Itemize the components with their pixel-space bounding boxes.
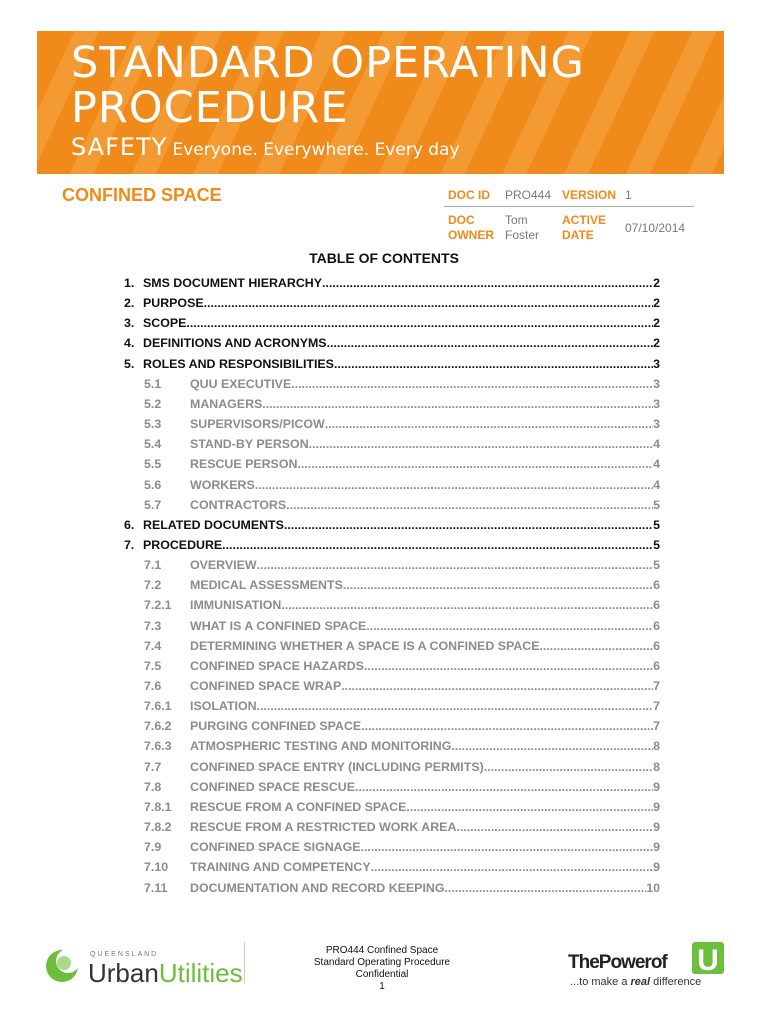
toc-leader-dots bbox=[297, 457, 653, 471]
toc-leader-dots bbox=[327, 336, 654, 350]
toc-entry-page: 2 bbox=[653, 316, 660, 331]
toc-entry-number: 5.3 bbox=[144, 417, 162, 431]
toc-entry-page: 7 bbox=[653, 719, 660, 734]
toc-entry-label: CONFINED SPACE ENTRY (INCLUDING PERMITS) bbox=[190, 759, 484, 774]
toc-entry[interactable] bbox=[124, 780, 660, 798]
toc-entry-page: 8 bbox=[653, 739, 660, 754]
toc-entry-label: DOCUMENTATION AND RECORD KEEPING bbox=[190, 880, 445, 895]
toc-entry-label: CONTRACTORS bbox=[190, 497, 287, 512]
toc-entry[interactable] bbox=[124, 296, 660, 314]
toc-entry-label: SMS DOCUMENT HIERARCHY bbox=[143, 276, 322, 290]
banner-title-line2: PROCEDURE bbox=[71, 83, 349, 133]
toc-entry-label: IMMUNISATION bbox=[190, 598, 282, 613]
toc-entry-page: 3 bbox=[653, 417, 660, 431]
toc-leader-dots bbox=[255, 478, 653, 492]
toc-entry-label: SCOPE bbox=[143, 316, 187, 331]
active-date-value: 07/10/2014 bbox=[625, 221, 686, 235]
toc-entry-number: 5.1 bbox=[144, 376, 162, 391]
toc-entry[interactable] bbox=[124, 840, 660, 858]
toc-entry-number: 5.4 bbox=[144, 437, 162, 452]
tagline-pre: ...to make a bbox=[570, 976, 631, 988]
toc-leader-dots bbox=[204, 296, 654, 310]
toc-entry[interactable] bbox=[124, 578, 660, 596]
toc-leader-dots bbox=[364, 659, 653, 673]
toc-entry-label: PURGING CONFINED SPACE bbox=[190, 719, 362, 734]
toc-entry-number: 1. bbox=[124, 276, 135, 290]
toc-entry-page: 5 bbox=[653, 497, 660, 512]
toc-entry-number: 7.3 bbox=[144, 618, 162, 633]
toc-entry-page: 3 bbox=[653, 376, 660, 391]
toc-leader-dots bbox=[291, 377, 653, 391]
toc-entry-number: 5.2 bbox=[144, 396, 162, 411]
active-date-label-1: ACTIVE bbox=[562, 213, 607, 227]
toc-entry-page: 3 bbox=[653, 396, 660, 411]
toc-entry-page: 4 bbox=[653, 477, 660, 492]
toc-entry-number: 4. bbox=[124, 336, 135, 351]
toc-entry-number: 7.11 bbox=[144, 880, 168, 895]
toc-leader-dots bbox=[361, 719, 653, 733]
toc-entry[interactable] bbox=[124, 760, 660, 778]
doc-owner-label-2: OWNER bbox=[448, 228, 494, 242]
toc-entry-number: 7.8.1 bbox=[144, 799, 172, 814]
toc-entry-number: 7.8.2 bbox=[144, 820, 172, 834]
toc-leader-dots bbox=[325, 417, 653, 431]
toc-entry-number: 7.4 bbox=[144, 638, 162, 653]
toc-entry[interactable] bbox=[124, 800, 660, 818]
toc-entry-page: 9 bbox=[653, 799, 660, 814]
doc-id-label: DOC ID bbox=[448, 188, 490, 202]
toc-entry[interactable] bbox=[124, 437, 660, 455]
toc-leader-dots bbox=[456, 820, 653, 834]
power-slogan bbox=[568, 952, 668, 973]
doc-id-value: PRO444 bbox=[505, 188, 552, 202]
toc-leader-dots bbox=[341, 679, 653, 693]
toc-leader-dots bbox=[257, 699, 654, 713]
toc-entry[interactable] bbox=[124, 679, 660, 697]
toc-entry-number: 5.7 bbox=[144, 497, 162, 512]
toc-entry-label: CONFINED SPACE WRAP bbox=[190, 679, 342, 693]
toc-entry-label: CONFINED SPACE HAZARDS bbox=[190, 658, 364, 673]
toc-entry-page: 2 bbox=[653, 276, 660, 290]
toc-entry-label: MEDICAL ASSESSMENTS bbox=[190, 578, 343, 593]
toc-entry-number: 7.2 bbox=[144, 578, 162, 593]
toc-entry[interactable] bbox=[124, 639, 660, 657]
toc-entry-page: 6 bbox=[653, 598, 660, 613]
toc-entry[interactable] bbox=[124, 498, 660, 516]
toc-entry-number: 7.6 bbox=[144, 679, 162, 693]
toc-entry-number: 5.6 bbox=[144, 477, 162, 492]
toc-leader-dots bbox=[444, 881, 646, 895]
toc-entry-label: WHAT IS A CONFINED SPACE bbox=[190, 618, 367, 633]
toc-entry-number: 2. bbox=[124, 296, 135, 311]
toc-entry-page: 2 bbox=[653, 296, 660, 311]
toc-leader-dots bbox=[286, 498, 653, 512]
logo-small-text: QUEENSLAND bbox=[90, 951, 159, 958]
toc-entry[interactable] bbox=[124, 417, 660, 435]
footer-line-confidential: Confidential bbox=[355, 969, 409, 980]
toc-entry-label: ISOLATION bbox=[190, 699, 257, 714]
toc-entry-number: 6. bbox=[124, 517, 135, 532]
toc-entry-page: 7 bbox=[653, 699, 660, 714]
toc-entry-number: 7.6.3 bbox=[144, 739, 172, 754]
toc-entry[interactable] bbox=[124, 538, 660, 556]
toc-entry[interactable] bbox=[124, 860, 660, 878]
toc-entry-page: 7 bbox=[653, 679, 660, 693]
footer-info bbox=[282, 945, 482, 993]
doc-owner-value-2: Foster bbox=[505, 228, 540, 242]
logo-word-utilities: Utilities bbox=[158, 958, 243, 988]
toc-entry-label: WORKERS bbox=[190, 477, 255, 492]
u-letter: U bbox=[697, 944, 719, 977]
toc-entry-page: 9 bbox=[653, 779, 660, 794]
logo-word-urban: Urban bbox=[88, 958, 159, 988]
water-drop-icon bbox=[46, 949, 80, 982]
toc-entry-number: 7. bbox=[124, 537, 135, 552]
toc-leader-dots bbox=[406, 800, 653, 814]
toc-entry-label: RELATED DOCUMENTS bbox=[143, 517, 284, 532]
toc-entry-page: 10 bbox=[646, 880, 660, 895]
toc-entry[interactable] bbox=[124, 820, 660, 838]
toc-entry-number: 7.6.1 bbox=[144, 699, 172, 714]
toc-entry-label: PROCEDURE bbox=[143, 537, 223, 552]
banner-subtitle bbox=[71, 133, 460, 161]
toc-leader-dots bbox=[539, 639, 653, 653]
footer-line-title: PRO444 Confined Space bbox=[325, 945, 439, 956]
power-tagline bbox=[570, 976, 701, 988]
toc-entry[interactable] bbox=[124, 276, 660, 294]
toc-entry-page: 9 bbox=[653, 820, 660, 834]
urban-utilities-logo bbox=[42, 944, 252, 988]
toc-entry-page: 4 bbox=[653, 437, 660, 452]
toc-entry-label: CONFINED SPACE RESCUE bbox=[190, 779, 355, 794]
toc-entry-label: RESCUE FROM A RESTRICTED WORK AREA bbox=[190, 820, 457, 834]
toc-leader-dots bbox=[222, 538, 653, 552]
doc-owner-value-1: Tom bbox=[505, 213, 528, 227]
toc-entry-page: 6 bbox=[653, 658, 660, 673]
toc-entry-number: 7.7 bbox=[144, 759, 162, 774]
toc-entry-label: RESCUE FROM A CONFINED SPACE bbox=[190, 799, 407, 814]
version-value: 1 bbox=[625, 188, 632, 202]
toc-entry-label: PURPOSE bbox=[143, 296, 204, 311]
toc-leader-dots bbox=[262, 397, 653, 411]
toc-entry-number: 7.5 bbox=[144, 658, 162, 673]
tagline-emphasis: real bbox=[630, 976, 651, 988]
toc-entry[interactable] bbox=[124, 739, 660, 757]
toc-entry[interactable] bbox=[124, 478, 660, 496]
toc-leader-dots bbox=[309, 437, 653, 451]
toc-entry[interactable] bbox=[124, 619, 660, 637]
tagline-post: difference bbox=[650, 976, 702, 988]
toc-leader-dots bbox=[451, 739, 653, 753]
toc-entry[interactable] bbox=[124, 397, 660, 415]
toc-entry[interactable] bbox=[124, 598, 660, 616]
toc-entry[interactable] bbox=[124, 457, 660, 475]
toc-entry-label: ATMOSPHERIC TESTING AND MONITORING bbox=[190, 739, 452, 754]
version-label: VERSION bbox=[562, 188, 617, 202]
power-word-power: Power bbox=[598, 952, 651, 973]
toc-entry[interactable] bbox=[124, 558, 660, 576]
toc-entry-label: MANAGERS bbox=[190, 396, 263, 411]
toc-entry-page: 3 bbox=[653, 356, 660, 371]
toc-entry-label: QUU EXECUTIVE bbox=[190, 376, 292, 391]
toc-entry[interactable] bbox=[124, 377, 660, 395]
toc-leader-dots bbox=[366, 619, 653, 633]
toc-entry-number: 3. bbox=[124, 316, 135, 331]
logo-wordmark bbox=[88, 958, 243, 988]
toc-entry[interactable] bbox=[124, 719, 660, 737]
footer-divider bbox=[244, 942, 245, 984]
toc-entry-label: SUPERVISORS/PICOW bbox=[190, 417, 325, 431]
toc-entry[interactable] bbox=[124, 336, 660, 354]
toc-entry-label: OVERVIEW bbox=[190, 558, 257, 573]
toc-entry-page: 5 bbox=[653, 517, 660, 532]
toc-entry-label: TRAINING AND COMPETENCY bbox=[190, 860, 371, 875]
toc-entry-number: 7.6.2 bbox=[144, 719, 172, 734]
toc-leader-dots bbox=[343, 578, 653, 592]
toc-entry-number: 5. bbox=[124, 356, 135, 371]
toc-entry-page: 6 bbox=[653, 638, 660, 653]
toc-entry-number: 7.1 bbox=[144, 558, 162, 573]
toc-entry-page: 2 bbox=[653, 336, 660, 351]
toc-entry-page: 4 bbox=[653, 457, 660, 472]
toc-entry-page: 6 bbox=[653, 578, 660, 593]
doc-owner-label-1: DOC bbox=[448, 213, 475, 227]
toc-leader-dots bbox=[355, 780, 653, 794]
toc-entry-number: 7.10 bbox=[144, 860, 169, 875]
toc-entry-page: 5 bbox=[653, 537, 660, 552]
toc-leader-dots bbox=[361, 840, 654, 854]
toc-leader-dots bbox=[284, 518, 653, 532]
toc-entry[interactable] bbox=[124, 316, 660, 334]
meta-row-id bbox=[444, 186, 694, 207]
toc-leader-dots bbox=[322, 276, 653, 290]
toc-entry[interactable] bbox=[124, 357, 660, 375]
toc-entry[interactable] bbox=[124, 659, 660, 677]
toc-entry-page: 5 bbox=[653, 558, 660, 573]
toc-entry-page: 9 bbox=[653, 860, 660, 875]
toc-entry[interactable] bbox=[124, 518, 660, 536]
banner-subtitle-main: SAFETY bbox=[71, 133, 168, 161]
toc-leader-dots bbox=[371, 860, 654, 874]
toc-entry-label: RESCUE PERSON bbox=[190, 457, 298, 472]
header-banner bbox=[37, 31, 724, 174]
toc-leader-dots bbox=[484, 760, 653, 774]
u-letter-icon bbox=[692, 942, 724, 977]
toc-entry-label: CONFINED SPACE SIGNAGE bbox=[190, 840, 361, 855]
power-word-the: The bbox=[568, 952, 599, 973]
banner-subtitle-rest: Everyone. Everywhere. Every day bbox=[172, 140, 460, 160]
power-word-of: of bbox=[650, 952, 667, 973]
toc-entry-number: 7.9 bbox=[144, 840, 162, 855]
banner-title-line1: STANDARD OPERATING bbox=[71, 38, 585, 88]
toc-entry-label: ROLES AND RESPONSIBILITIES bbox=[143, 356, 334, 371]
toc-entry-label: DEFINITIONS AND ACRONYMS bbox=[143, 336, 327, 351]
toc-leader-dots bbox=[281, 598, 653, 612]
footer-line-type: Standard Operating Procedure bbox=[313, 957, 451, 968]
document-title: CONFINED SPACE bbox=[62, 185, 222, 205]
toc-entry-label: DETERMINING WHETHER A SPACE IS A CONFINED SPACE bbox=[190, 638, 540, 653]
toc-entry-label: STAND-BY PERSON bbox=[190, 437, 309, 452]
toc-leader-dots bbox=[186, 316, 653, 330]
toc-heading: TABLE OF CONTENTS bbox=[309, 250, 459, 266]
toc-entry-number: 7.8 bbox=[144, 779, 162, 794]
toc-leader-dots bbox=[257, 558, 654, 572]
active-date-label-2: DATE bbox=[562, 228, 594, 242]
meta-row-owner bbox=[444, 213, 694, 247]
toc-entry-page: 9 bbox=[653, 840, 660, 855]
toc-entry-page: 6 bbox=[653, 618, 660, 633]
toc-entry[interactable] bbox=[124, 699, 660, 717]
toc-entry-page: 8 bbox=[653, 759, 660, 774]
toc-entry-number: 7.2.1 bbox=[144, 598, 172, 613]
banner-title bbox=[71, 38, 585, 133]
footer-page-number: 1 bbox=[379, 981, 385, 992]
the-power-of-u-logo bbox=[566, 940, 726, 990]
toc-entry[interactable] bbox=[124, 881, 660, 899]
toc-leader-dots bbox=[334, 357, 653, 371]
toc-entry-number: 5.5 bbox=[144, 457, 162, 472]
